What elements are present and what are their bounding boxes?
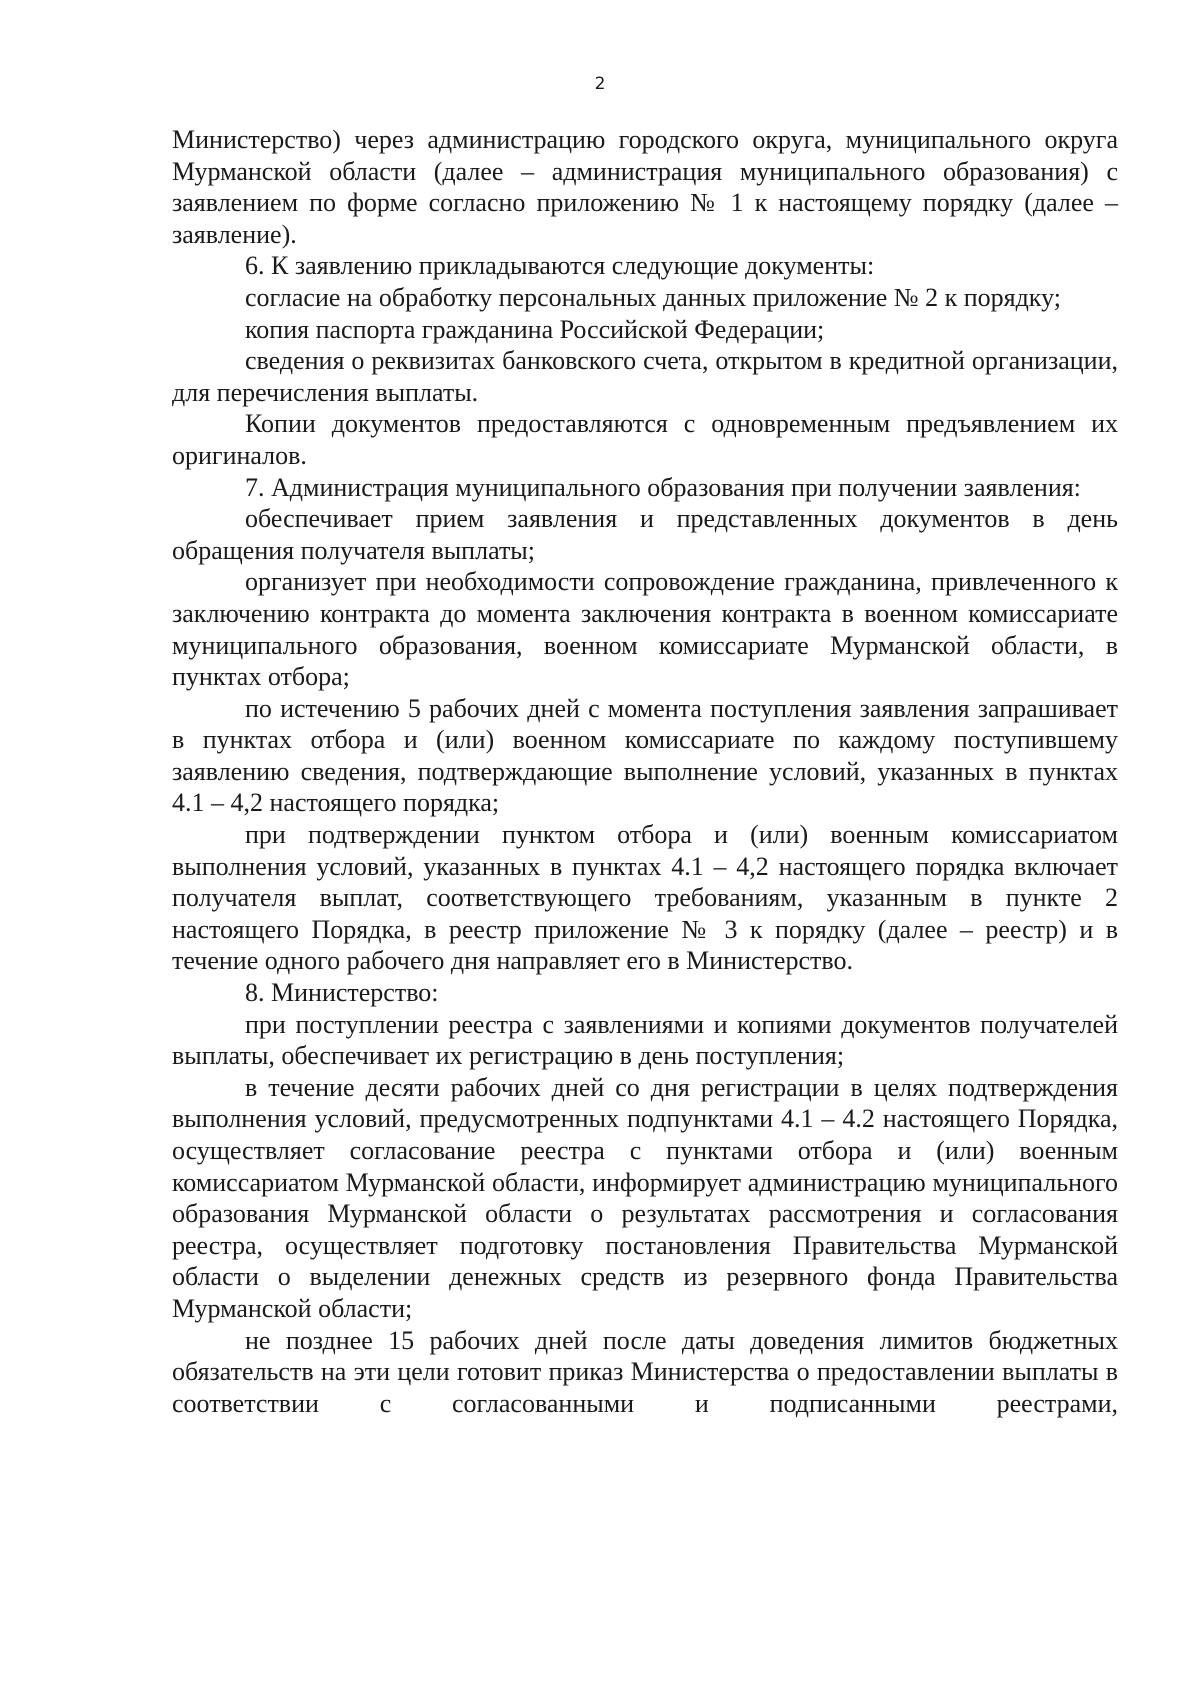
document-body [172, 124, 1118, 1419]
paragraph-registration: при поступлении реестра с заявлениями и копиями документов получателей выплаты, обеспечивает их регистрацию в день поступления; [172, 1009, 1118, 1071]
page-number: 2 [594, 74, 606, 94]
paragraph-item-7: 7. Администрация муниципального образования при получении заявления: [245, 472, 1081, 502]
paragraph-consent: согласие на обработку персональных данных приложение № 2 к порядку; [245, 282, 1061, 312]
paragraph-bank-details: сведения о реквизитах банковского счета, открытом в кредитной организации, для перечисления выплаты. [172, 346, 1118, 407]
paragraph-item-8: 8. Министерство: [245, 978, 439, 1008]
paragraph-copies: Копии документов предоставляются с одновременным предъявлением их оригиналов. [172, 409, 1118, 470]
paragraph-approval: в течение десяти рабочих дней со дня регистрации в целях подтверждения выполнения условий, предусмотренных подпунктами 4.1 – 4.2 настоящего Порядка, осуществляет согласование реестра с пунктами отбора и (или) военным комиссариатом Мурманской области, информирует администрацию муниципального образования Мурманской области о результатах рассмотрения и согласования реестра, осуществляет подготовку постановления Правительства Мурманской области о выделении денежных средств из резервного фонда Правительства Мурманской области; [172, 1072, 1118, 1323]
paragraph-reception: обеспечивает прием заявления и представленных документов в день обращения получателя выплаты; [172, 504, 1118, 565]
paragraph-item-6: 6. К заявлению прикладываются следующие документы: [245, 251, 875, 281]
paragraph-request: по истечению 5 рабочих дней с момента поступления заявления запрашивает в пунктах отбора и (или) военном комиссариате по каждому поступившему заявлению сведения, подтверждающие выполнение условий, указанных в пунктах 4.1 – 4,2 настоящего порядка; [172, 693, 1118, 818]
paragraph-registry-inclusion: при подтверждении пунктом отбора и (или) военным комиссариатом выполнения условий, указанных в пунктах 4.1 – 4,2 настоящего порядка включает получателя выплат, соответствующего требованиям, указанным в пункте 2 настоящего Порядка, в реестр приложение № 3 к порядку (далее – реестр) и в течение одного рабочего дня направляет его в Министерство. [172, 820, 1118, 976]
paragraph-escort: организует при необходимости сопровождение гражданина, привлеченного к заключению контракта до момента заключения контракта в военном комиссариате муниципального образования, военном комиссариате Мурманской области, в пунктах отбора; [172, 567, 1118, 692]
paragraph-continuation: Министерство) через администрацию городского округа, муниципального округа Мурманской области (далее – администрация муниципального образования) с заявлением по форме согласно приложению № 1 к настоящему порядку (далее – заявление). [172, 125, 1118, 249]
paragraph-order: не позднее 15 рабочих дней после даты доведения лимитов бюджетных обязательств на эти цели готовит приказ Министерства о предоставлении выплаты в соответствии с согласованными и подписанными реестрами, [172, 1325, 1118, 1418]
paragraph-passport: копия паспорта гражданина Российской Федерации; [245, 314, 825, 344]
